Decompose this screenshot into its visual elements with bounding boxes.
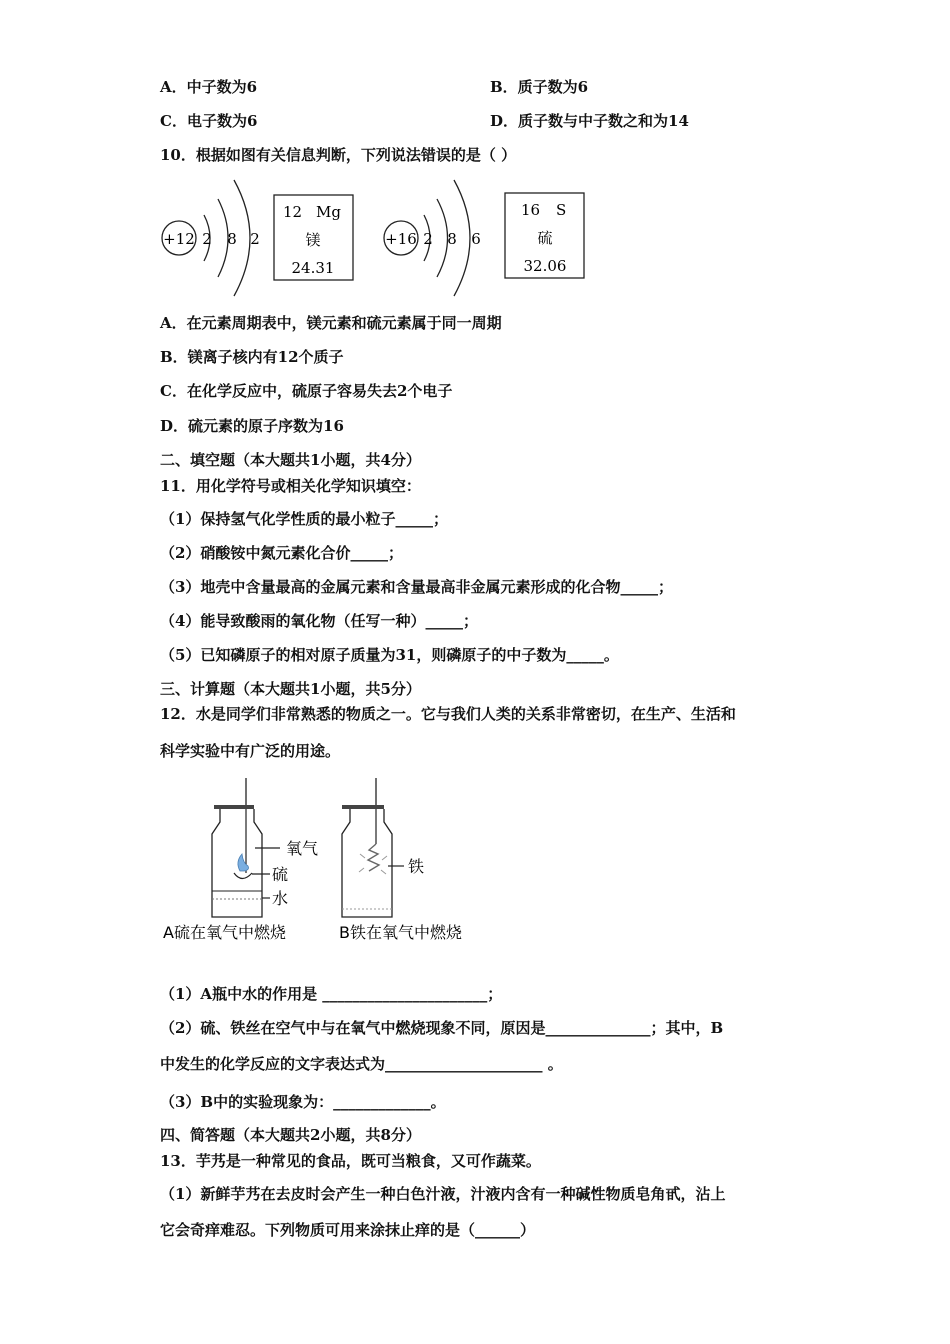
bottle-a-diagram (163, 778, 318, 942)
section-3-heading: 三、计算题（本大题共1小题，共5分） (160, 680, 421, 698)
mg-nucleus: +12 (163, 230, 195, 248)
section-2-heading: 二、填空题（本大题共1小题，共4分） (160, 451, 421, 469)
label-iron: 铁 (408, 857, 425, 876)
mg-atom-diagram (162, 180, 260, 296)
mg-mass: 24.31 (291, 259, 335, 277)
q10-option-a: A．在元素周期表中，镁元素和硫元素属于同一周期 (160, 314, 502, 332)
caption-a: A硫在氧气中燃烧 (163, 923, 286, 942)
q13-part-1-line-1: （1）新鲜芋艿在去皮时会产生一种白色汁液，汁液内含有一种碱性物质皂角甙，沾上 (160, 1185, 726, 1203)
q9-option-d: D．质子数与中子数之和为14 (490, 112, 689, 130)
q11-stem: 11．用化学符号或相关化学知识填空： (160, 477, 421, 495)
q11-part-1: （1）保持氢气化学性质的最小粒子_____； (160, 510, 448, 528)
q12-stem-line-2: 科学实验中有广泛的用途。 (160, 742, 341, 760)
mg-shell-3: 2 (250, 230, 260, 248)
q9-option-c: C．电子数为6 (160, 112, 258, 130)
q11-part-2: （2）硝酸铵中氮元素化合价_____； (160, 544, 403, 562)
q12-part-1: （1）A瓶中水的作用是 ______________________； (160, 985, 503, 1003)
s-element-card (505, 193, 584, 278)
mg-atomic-number: 12 (283, 203, 303, 221)
section-4-heading: 四、简答题（本大题共2小题，共8分） (160, 1126, 421, 1144)
mg-symbol: Mg (316, 203, 341, 221)
mg-shell-2: 8 (227, 230, 237, 248)
q10-stem: 10．根据如图有关信息判断，下列说法错误的是（ ） (160, 146, 517, 164)
flame-icon (238, 854, 249, 871)
q9-option-a: A．中子数为6 (160, 78, 258, 96)
combustion-experiment-figure (160, 774, 490, 950)
mg-element-card (274, 195, 353, 280)
s-mass: 32.06 (523, 257, 567, 275)
q11-part-4: （4）能导致酸雨的氧化物（任写一种）_____； (160, 612, 478, 630)
q12-part-3: （3）B中的实验现象为：_____________。 (160, 1093, 446, 1111)
q11-part-5: （5）已知磷原子的相对原子质量为31，则磷原子的中子数为_____。 (160, 646, 619, 664)
q13-stem: 13．芋艿是一种常见的食品，既可当粮食，又可作蔬菜。 (160, 1152, 541, 1170)
s-atom-diagram (384, 180, 481, 296)
s-shell-3: 6 (471, 230, 481, 248)
q13-part-1-line-2: 它会奇痒难忍。下列物质可用来涂抹止痒的是（______） (160, 1221, 536, 1239)
q10-option-d: D．硫元素的原子序数为16 (160, 417, 344, 435)
s-shell-1: 2 (423, 230, 433, 248)
mg-name: 镁 (305, 231, 321, 249)
q10-option-c: C．在化学反应中，硫原子容易失去2个电子 (160, 382, 453, 400)
label-sulfur: 硫 (272, 865, 289, 884)
caption-b: B铁在氧气中燃烧 (339, 923, 462, 942)
q11-part-3: （3）地壳中含量最高的金属元素和含量最高非金属元素形成的化合物_____； (160, 578, 673, 596)
q10-option-b: B．镁离子核内有12个质子 (160, 348, 344, 366)
mg-shell-1: 2 (202, 230, 212, 248)
s-atomic-number: 16 (521, 201, 541, 219)
s-symbol: S (556, 201, 567, 219)
s-shell-2: 8 (447, 230, 457, 248)
q9-option-b: B．质子数为6 (490, 78, 589, 96)
bottle-b-diagram (339, 778, 462, 942)
q12-part-2-line-1: （2）硫、铁丝在空气中与在氧气中燃烧现象不同，原因是______________；其中，B (160, 1019, 724, 1037)
label-water: 水 (272, 889, 289, 908)
label-oxygen: 氧气 (286, 839, 319, 858)
q12-stem-line-1: 12．水是同学们非常熟悉的物质之一。它与我们人类的关系非常密切，在生产、生活和 (160, 705, 736, 723)
s-name: 硫 (537, 229, 553, 247)
s-nucleus: +16 (385, 230, 417, 248)
q12-part-2-line-2: 中发生的化学反应的文字表达式为_____________________ 。 (160, 1055, 563, 1073)
atom-structure-figure (158, 175, 598, 300)
